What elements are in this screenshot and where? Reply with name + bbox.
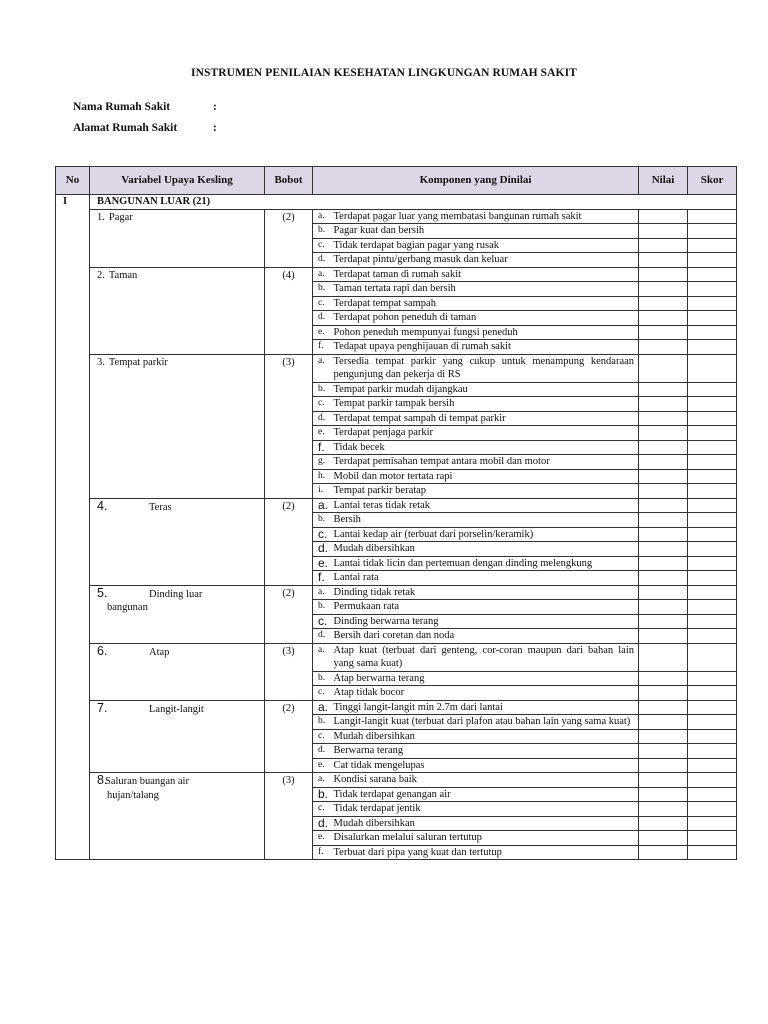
nilai-cell[interactable] [639, 397, 688, 412]
variable-cell [90, 585, 265, 643]
item-letter: a. [313, 700, 334, 715]
item-component: Mobil dan motor tertata rapi [334, 469, 639, 484]
item-letter: c. [313, 802, 334, 817]
item-component: Tersedia tempat parkir yang cukup untuk menampung kendaraan pengunjung dan pekerja di RS [334, 354, 639, 382]
item-component: Terdapat tempat sampah di tempat parkir [334, 411, 639, 426]
item-letter: a. [313, 585, 334, 600]
skor-cell[interactable] [688, 542, 737, 557]
item-component: Terdapat pemisahan tempat antara mobil dan motor [334, 455, 639, 470]
variable-cell [90, 354, 265, 498]
nilai-cell[interactable] [639, 382, 688, 397]
item-letter: b. [313, 382, 334, 397]
field-colon: : [213, 122, 217, 134]
skor-cell[interactable] [688, 484, 737, 499]
item-letter: b. [313, 600, 334, 615]
item-component: Terdapat taman di rumah sakit [334, 267, 639, 282]
header-skor: Skor [688, 167, 737, 195]
item-letter: i. [313, 484, 334, 499]
skor-cell[interactable] [688, 773, 737, 788]
item-component: Permukaan rata [334, 600, 639, 615]
item-letter: c. [313, 686, 334, 701]
item-letter: f. [313, 440, 334, 455]
item-letter: e. [313, 325, 334, 340]
item-letter: e. [313, 556, 334, 571]
nilai-cell[interactable] [639, 643, 688, 671]
item-letter: d. [313, 253, 334, 268]
skor-cell[interactable] [688, 700, 737, 715]
skor-cell[interactable] [688, 787, 737, 802]
item-component: Lantai kedap air (terbuat dari porselin/keramik) [334, 527, 639, 542]
item-letter: d. [313, 542, 334, 557]
variable-number: 6. [97, 643, 108, 658]
item-component: Pagar kuat dan bersih [334, 224, 639, 239]
variable-number: 3. [97, 356, 105, 368]
skor-cell[interactable] [688, 571, 737, 586]
nilai-cell[interactable] [639, 715, 688, 730]
skor-cell[interactable] [688, 715, 737, 730]
skor-cell[interactable] [688, 354, 737, 382]
item-letter: h. [313, 469, 334, 484]
field-alamat-rumah-sakit [73, 122, 217, 134]
skor-cell[interactable] [688, 440, 737, 455]
skor-cell[interactable] [688, 629, 737, 644]
variable-cell [90, 498, 265, 585]
nilai-cell[interactable] [639, 787, 688, 802]
skor-cell[interactable] [688, 585, 737, 600]
item-letter: a. [313, 267, 334, 282]
nilai-cell[interactable] [639, 600, 688, 615]
assessment-table [55, 166, 737, 860]
variable-number: 7. [97, 700, 108, 715]
nilai-cell[interactable] [639, 729, 688, 744]
nilai-cell[interactable] [639, 802, 688, 817]
page-title: INSTRUMEN PENILAIAN KESEHATAN LINGKUNGAN RUMAH SAKIT [191, 67, 577, 79]
skor-cell[interactable] [688, 224, 737, 239]
variable-name: Atap [149, 646, 170, 658]
bobot-cell: (2) [265, 585, 313, 643]
item-letter: e. [313, 426, 334, 441]
skor-cell[interactable] [688, 209, 737, 224]
table-row [56, 354, 737, 382]
nilai-cell[interactable] [639, 571, 688, 586]
nilai-cell[interactable] [639, 253, 688, 268]
table-row [56, 700, 737, 715]
item-letter: b. [313, 787, 334, 802]
nilai-cell[interactable] [639, 686, 688, 701]
item-component: Tedapat upaya penghijauan di rumah sakit [334, 340, 639, 355]
skor-cell[interactable] [688, 643, 737, 671]
item-component: Tidak becek [334, 440, 639, 455]
bobot-cell: (2) [265, 498, 313, 585]
variable-name: Taman [108, 269, 138, 281]
skor-cell[interactable] [688, 498, 737, 513]
skor-cell[interactable] [688, 758, 737, 773]
item-component: Terdapat tempat sampah [334, 296, 639, 311]
item-letter: a. [313, 643, 334, 671]
skor-cell[interactable] [688, 686, 737, 701]
variable-number: 1. [97, 211, 105, 223]
nilai-cell[interactable] [639, 267, 688, 282]
variable-number: 8. [97, 773, 108, 787]
section-title: BANGUNAN LUAR (21) [90, 195, 737, 210]
item-component: Mudah dibersihkan [334, 729, 639, 744]
nilai-cell[interactable] [639, 773, 688, 788]
item-component: Tempat parkir mudah dijangkau [334, 382, 639, 397]
item-component: Lantai teras tidak retak [334, 498, 639, 513]
variable-cell [90, 773, 265, 860]
item-letter: f. [313, 340, 334, 355]
item-letter: b. [313, 715, 334, 730]
table-row [56, 773, 737, 788]
item-component: Lantai tidak licin dan pertemuan dengan dinding melengkung [334, 556, 639, 571]
variable-cell [90, 209, 265, 267]
skor-cell[interactable] [688, 455, 737, 470]
nilai-cell[interactable] [639, 296, 688, 311]
item-letter: c. [313, 729, 334, 744]
item-component: Tidak terdapat jentik [334, 802, 639, 817]
header-variabel: Variabel Upaya Kesling [90, 167, 265, 195]
nilai-cell[interactable] [639, 831, 688, 846]
item-letter: a. [313, 498, 334, 513]
nilai-cell[interactable] [639, 484, 688, 499]
item-component: Tinggi langit-langit min 2.7m dari lantai [334, 700, 639, 715]
table-row [56, 267, 737, 282]
nilai-cell[interactable] [639, 585, 688, 600]
skor-cell[interactable] [688, 513, 737, 528]
bobot-cell: (2) [265, 700, 313, 773]
variable-number: 5. [97, 585, 108, 600]
item-letter: a. [313, 354, 334, 382]
nilai-cell[interactable] [639, 282, 688, 297]
skor-cell[interactable] [688, 411, 737, 426]
nilai-cell[interactable] [639, 744, 688, 759]
table-row [56, 209, 737, 224]
nilai-cell[interactable] [639, 238, 688, 253]
table-row [56, 585, 737, 600]
variable-name: Teras [149, 501, 172, 513]
item-component: Tempat parkir tampak bersih [334, 397, 639, 412]
variable-name-continued: bangunan [107, 602, 148, 613]
nilai-cell[interactable] [639, 758, 688, 773]
header-bobot: Bobot [265, 167, 313, 195]
nilai-cell[interactable] [639, 629, 688, 644]
nilai-cell[interactable] [639, 469, 688, 484]
item-letter: b. [313, 282, 334, 297]
skor-cell[interactable] [688, 744, 737, 759]
nilai-cell[interactable] [639, 224, 688, 239]
skor-cell[interactable] [688, 382, 737, 397]
skor-cell[interactable] [688, 845, 737, 860]
item-component: Lantai rata [334, 571, 639, 586]
section-number: I [56, 195, 90, 860]
table-row [56, 643, 737, 671]
field-label: Alamat Rumah Sakit [73, 122, 178, 134]
item-component: Atap tidak bocor [334, 686, 639, 701]
nilai-cell[interactable] [639, 513, 688, 528]
nilai-cell[interactable] [639, 556, 688, 571]
skor-cell[interactable] [688, 600, 737, 615]
variable-number: 4. [97, 498, 108, 513]
variable-cell [90, 267, 265, 354]
variable-cell [90, 643, 265, 700]
skor-cell[interactable] [688, 325, 737, 340]
item-component: Dinding berwarna terang [334, 614, 639, 629]
skor-cell[interactable] [688, 267, 737, 282]
skor-cell[interactable] [688, 831, 737, 846]
table-row [56, 498, 737, 513]
field-nama-rumah-sakit [73, 101, 217, 113]
nilai-cell[interactable] [639, 440, 688, 455]
nilai-cell[interactable] [639, 614, 688, 629]
bobot-cell: (3) [265, 354, 313, 498]
item-letter: d. [313, 411, 334, 426]
nilai-cell[interactable] [639, 354, 688, 382]
item-letter: c. [313, 527, 334, 542]
bobot-cell: (3) [265, 773, 313, 860]
variable-name: Saluran buangan air [105, 776, 189, 787]
item-letter: e. [313, 758, 334, 773]
item-component: Bersih dari coretan dan noda [334, 629, 639, 644]
item-letter: c. [313, 238, 334, 253]
item-component: Berwarna terang [334, 744, 639, 759]
item-letter: g. [313, 455, 334, 470]
field-label: Nama Rumah Sakit [73, 101, 171, 113]
variable-name-continued: hujan/talang [107, 789, 159, 801]
skor-cell[interactable] [688, 296, 737, 311]
header-no: No [56, 167, 90, 195]
nilai-cell[interactable] [639, 340, 688, 355]
table-header-row [56, 167, 737, 195]
skor-cell[interactable] [688, 397, 737, 412]
item-component: Tidak terdapat bagian pagar yang rusak [334, 238, 639, 253]
item-component: Taman tertata rapi dan bersih [334, 282, 639, 297]
skor-cell[interactable] [688, 729, 737, 744]
item-component: Mudah dibersihkan [334, 542, 639, 557]
item-component: Langit-langit kuat (terbuat dari plafon atau bahan lain yang sama kuat) [334, 715, 639, 730]
item-letter: c. [313, 614, 334, 629]
bobot-cell: (4) [265, 267, 313, 354]
header-komponen: Komponen yang Dinilai [313, 167, 639, 195]
skor-cell[interactable] [688, 426, 737, 441]
item-letter: b. [313, 513, 334, 528]
item-component: Atap berwarna terang [334, 671, 639, 686]
item-letter: a. [313, 773, 334, 788]
item-component: Terdapat pohon peneduh di taman [334, 311, 639, 326]
nilai-cell[interactable] [639, 455, 688, 470]
nilai-cell[interactable] [639, 845, 688, 860]
item-letter: c. [313, 397, 334, 412]
bobot-cell: (2) [265, 209, 313, 267]
nilai-cell[interactable] [639, 311, 688, 326]
nilai-cell[interactable] [639, 816, 688, 831]
item-letter: c. [313, 296, 334, 311]
item-component: Cat tidak mengelupas [334, 758, 639, 773]
skor-cell[interactable] [688, 802, 737, 817]
item-component: Dinding tidak retak [334, 585, 639, 600]
variable-name: Dinding luar [149, 588, 203, 600]
nilai-cell[interactable] [639, 542, 688, 557]
nilai-cell[interactable] [639, 527, 688, 542]
item-letter: b. [313, 224, 334, 239]
item-component: Disalurkan melalui saluran tertutup [334, 831, 639, 846]
skor-cell[interactable] [688, 282, 737, 297]
item-component: Tempat parkir beratap [334, 484, 639, 499]
item-component: Tidak terdapat genangan air [334, 787, 639, 802]
item-letter: a. [313, 209, 334, 224]
nilai-cell[interactable] [639, 426, 688, 441]
skor-cell[interactable] [688, 238, 737, 253]
skor-cell[interactable] [688, 671, 737, 686]
variable-name: Tempat parkir [108, 356, 168, 368]
skor-cell[interactable] [688, 527, 737, 542]
field-colon: : [213, 101, 217, 113]
skor-cell[interactable] [688, 340, 737, 355]
nilai-cell[interactable] [639, 411, 688, 426]
item-component: Atap kuat (terbuat dari genteng, cor-coran maupun dari bahan lain yang sama kuat) [334, 643, 639, 671]
item-letter: d. [313, 311, 334, 326]
variable-cell [90, 700, 265, 773]
variable-name: Langit-langit [149, 703, 204, 715]
item-component: Terdapat penjaga parkir [334, 426, 639, 441]
item-component: Mudah dibersihkan [334, 816, 639, 831]
nilai-cell[interactable] [639, 671, 688, 686]
item-letter: d. [313, 744, 334, 759]
skor-cell[interactable] [688, 816, 737, 831]
skor-cell[interactable] [688, 253, 737, 268]
skor-cell[interactable] [688, 556, 737, 571]
item-letter: d. [313, 629, 334, 644]
item-component: Pohon peneduh mempunyai fungsi peneduh [334, 325, 639, 340]
item-letter: f. [313, 845, 334, 860]
nilai-cell[interactable] [639, 498, 688, 513]
header-nilai: Nilai [639, 167, 688, 195]
item-component: Kondisi sarana baik [334, 773, 639, 788]
item-component: Terdapat pagar luar yang membatasi bangunan rumah sakit [334, 209, 639, 224]
item-letter: b. [313, 671, 334, 686]
item-component: Terbuat dari pipa yang kuat dan tertutup [334, 845, 639, 860]
nilai-cell[interactable] [639, 209, 688, 224]
skor-cell[interactable] [688, 469, 737, 484]
item-letter: e. [313, 831, 334, 846]
skor-cell[interactable] [688, 614, 737, 629]
variable-name: Pagar [108, 211, 133, 223]
item-letter: f. [313, 571, 334, 586]
section-row [56, 195, 737, 210]
item-component: Bersih [334, 513, 639, 528]
nilai-cell[interactable] [639, 700, 688, 715]
nilai-cell[interactable] [639, 325, 688, 340]
variable-number: 2. [97, 269, 105, 281]
item-component: Terdapat pintu/gerbang masuk dan keluar [334, 253, 639, 268]
bobot-cell: (3) [265, 643, 313, 700]
skor-cell[interactable] [688, 311, 737, 326]
item-letter: d. [313, 816, 334, 831]
